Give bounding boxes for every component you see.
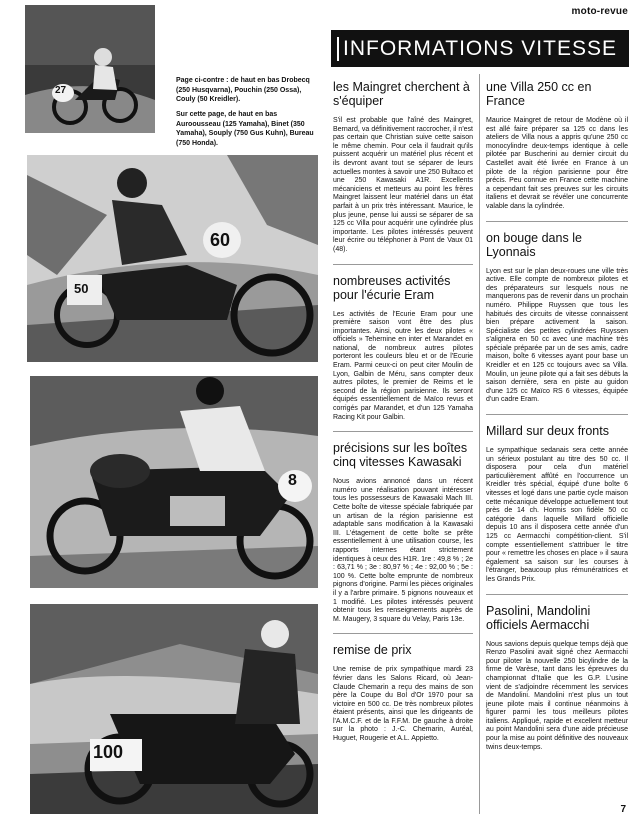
photo-bureau: [30, 604, 318, 814]
article-pasolini: [486, 604, 628, 753]
article-eram: [333, 274, 473, 423]
article-title: Millard sur deux fronts: [486, 424, 609, 439]
article-title: Pasolini, Mandolini officiels Aermacchi: [486, 603, 591, 632]
article-title: remise de prix: [333, 643, 412, 658]
article-body: Les activités de l'Ecurie Eram pour une première saison vont être des plus importantes. Ainsi, outre les deux pilotes « officiels » Tehernine en inter et Marandet en national, de nombreux autres pilotes porteront les couleurs bleu et or de l'Ecurie Eram. Parmi ceux-ci on peut citer Moulin de Lyon, Galbin de Méru, sans compter deux autres pilotes, le premier de Reims et le second de la région parisienne. Ils seront équipés essentiellement de Maïco revus et corrigés par Marandet, et d'un 125 Yamaha Racing Kit pour Galbin.: [333, 310, 473, 421]
page-number: 7: [620, 804, 626, 815]
column-left: [333, 80, 473, 815]
photo-drobecq: [25, 5, 155, 133]
race-number-100: 100: [93, 742, 124, 762]
article-millard: [486, 424, 628, 585]
race-number-50: 50: [74, 281, 89, 296]
divider: [333, 264, 473, 265]
divider: [486, 414, 628, 415]
article-body: Maurice Maingret de retour de Modène où il est allé faire préparer sa 125 cc dans les ateliers de Villa nous a appris qu'une 250 cc monocylindre deux-temps identique à celle pilotée par Buscherini au dernier circuit du Castellet avait été livrée en France à un pilote de la région parisienne pour être précis. Peu connue en France cette machine a cependant fait ses preuves sur les circuits italiens et devrait se révéler une concurrente valable dans la cylindrée.: [486, 117, 628, 210]
article-body: Le sympathique sedanais sera cette année un sérieux postulant au titre des 50 cc. Il disposera pour cela d'un matériel particulièrement affûté en l'occurrence un Kreidler très spécial, équipé d'une boîte 6 vitesses et logé dans une partie cycle maison cette mécanique développe actuellement tout près de 14 ch. Hormis son fidèle 50 cc catégorie dans laquelle Millard officielle depuis 10 ans il disposera cette année d'un 125 cc Aermacchi compétition-client. S'il compte essentiellement s'attribuer le titre pour « remettre les choses en place » il saura également sa saison sur les courses à l'étranger, beaucoup plus rémunératrices et les Grands Prix.: [486, 447, 628, 583]
article-maingret: [333, 80, 473, 255]
article-body: S'il est probable que l'aîné des Maingret, Bernard, va définitivement raccrocher, il n'est pas certain que Christian suive cette saison le même chemin. Pour cela il faudrait qu'ils puissent acquérir un matériel plus récent et ils devront avant tout se séparer de leurs actuelles montes à savoir une 250 Bultaco et une 250 Kawasaki A1R. Excellents mécaniciens et metteurs au point les frères Maingret laissent leur matériel dans un état parfait à un prix très intéressant. Maurice, le plus jeune, pense lui aussi se séparer de sa 125 cc Villa pour acquérir une cylindrée plus importante. Les pilotes intéressés peuvent leur écrire ou téléphoner à Pont de Vaux 01 (48).: [333, 117, 473, 253]
article-lyonnais: [486, 231, 628, 406]
article-body: Nous avions annoncé dans un récent numéro une réalisation pouvant intéresser tous les possesseurs de Kawasaki Mach III. Cette boîte de vitesse spéciale fabriquée par un artisan de la région parisienne est adaptable sans modification à la Kawasaki III. L'étagement de cette boîte se prête essentiellement à une utilisation course, les rapports internes étant strictement identiques à ceux des H1R. 1re : 49,8 % ; 2e : 63,71 % ; 3e : 80,97 % ; 4e : 92,00 % ; 5e : 100 %. Cette boîte emprunte de nombreux pignons d'origine. Parmi les pièces originales il y a l'arbre primaire. 5 pignons nouveaux et 1 modifié. Les pilotes intéressés peuvent obtenir tous les renseignements auprès de M. Maugery, 3 square du Velay, Paris 13e.: [333, 478, 473, 623]
photo-binet: [30, 376, 318, 588]
caption-right: Sur cette page, de haut en bas Auroousseau (125 Yamaha), Binet (350 Yamaha), Souply (750 Gus Kuhn), Bureau (750 Honda).: [176, 111, 314, 147]
article-title: nombreuses activités pour l'écurie Eram: [333, 273, 451, 302]
race-number-60: 60: [210, 230, 231, 250]
race-number-27: 27: [55, 85, 67, 96]
magazine-name: moto-revue: [571, 6, 628, 17]
photo-pouchin: [27, 155, 318, 362]
article-title: précisions sur les boîtes cinq vitesses Kawasaki: [333, 441, 468, 470]
divider: [333, 633, 473, 634]
article-body: Lyon est sur le plan deux-roues une ville très active. Elle compte de nombreux pilotes et des préparateurs sur lesquels nous ne manquerons pas de revenir dans un prochain numéro. Philippe Ruyssen que tous les habitués des circuits de vitesse connaissent bien prépare activement la saison. Spécialiste des petites cylindrées Ruyssen s'alignera en 50 cc avec une machine très spéciale préparée par un de ses amis, cadre maison, boîte 6 vitesses ayant pour base un Kreidler et en 125 cc toujours avec sa Villa. Moulin, un jeune pilote qui a fait ses débuts la saison dernière, sera en piste au guidon d'une 125 cc Maïco RS 6 vitesses, équipée d'un cadre Eram.: [486, 267, 628, 404]
article-body: Une remise de prix sympathique mardi 23 février dans les Salons Ricard, où Jean-Claude Chemarin a reçu des mains de son père la Coupe du Bol d'Or 1970 pour sa victoire en 500 cc. De très nombreux pilotes étaient présents, ainsi que les dirigeants de l'A.M.C.F. et de la F.F.M. De gauche à droite sur la photo : J.-C. Chemarin, Auréal, Huguet, Rougerie et A.L. Appietto.: [333, 666, 473, 743]
article-remise-prix: [333, 643, 473, 743]
race-number-8: 8: [288, 472, 297, 489]
divider: [486, 594, 628, 595]
article-title: les Maingret cherchent à s'équiper: [333, 80, 470, 108]
column-right: [486, 80, 628, 792]
article-kawasaki: [333, 441, 473, 624]
column-divider: [479, 74, 480, 814]
divider: [486, 221, 628, 222]
caption-left: Page ci-contre : de haut en bas Drobecq (250 Husqvarna), Pouchin (250 Ossa), Couly (50 Kreidler).: [176, 77, 310, 103]
section-title: INFORMATIONS VITESSE: [337, 37, 617, 61]
section-banner: [331, 30, 629, 67]
article-body: Nous savions depuis quelque temps déjà que Renzo Pasolini avait signé chez Aermacchi pour piloter la nouvelle 250 bicylindre de la firme de Varèse, tant dans les épreuves du championnat d'Italie que les G.P. L'usine vient de s'adjoindre récemment les services de Mandolini. Mandolini n'est plus un tout jeune pilote mais il continue néanmoins à figurer parmi les tous meilleurs pilotes italiens. Appliqué, rapide et excellent metteur au point Mandolini sera d'une aide précieuse pour la mise au point définitive des nouveaux twins deux-temps.: [486, 640, 628, 751]
article-villa: [486, 80, 628, 212]
divider: [333, 431, 473, 432]
article-title: on bouge dans le Lyonnais: [486, 230, 582, 259]
article-title: une Villa 250 cc en France: [486, 80, 592, 108]
